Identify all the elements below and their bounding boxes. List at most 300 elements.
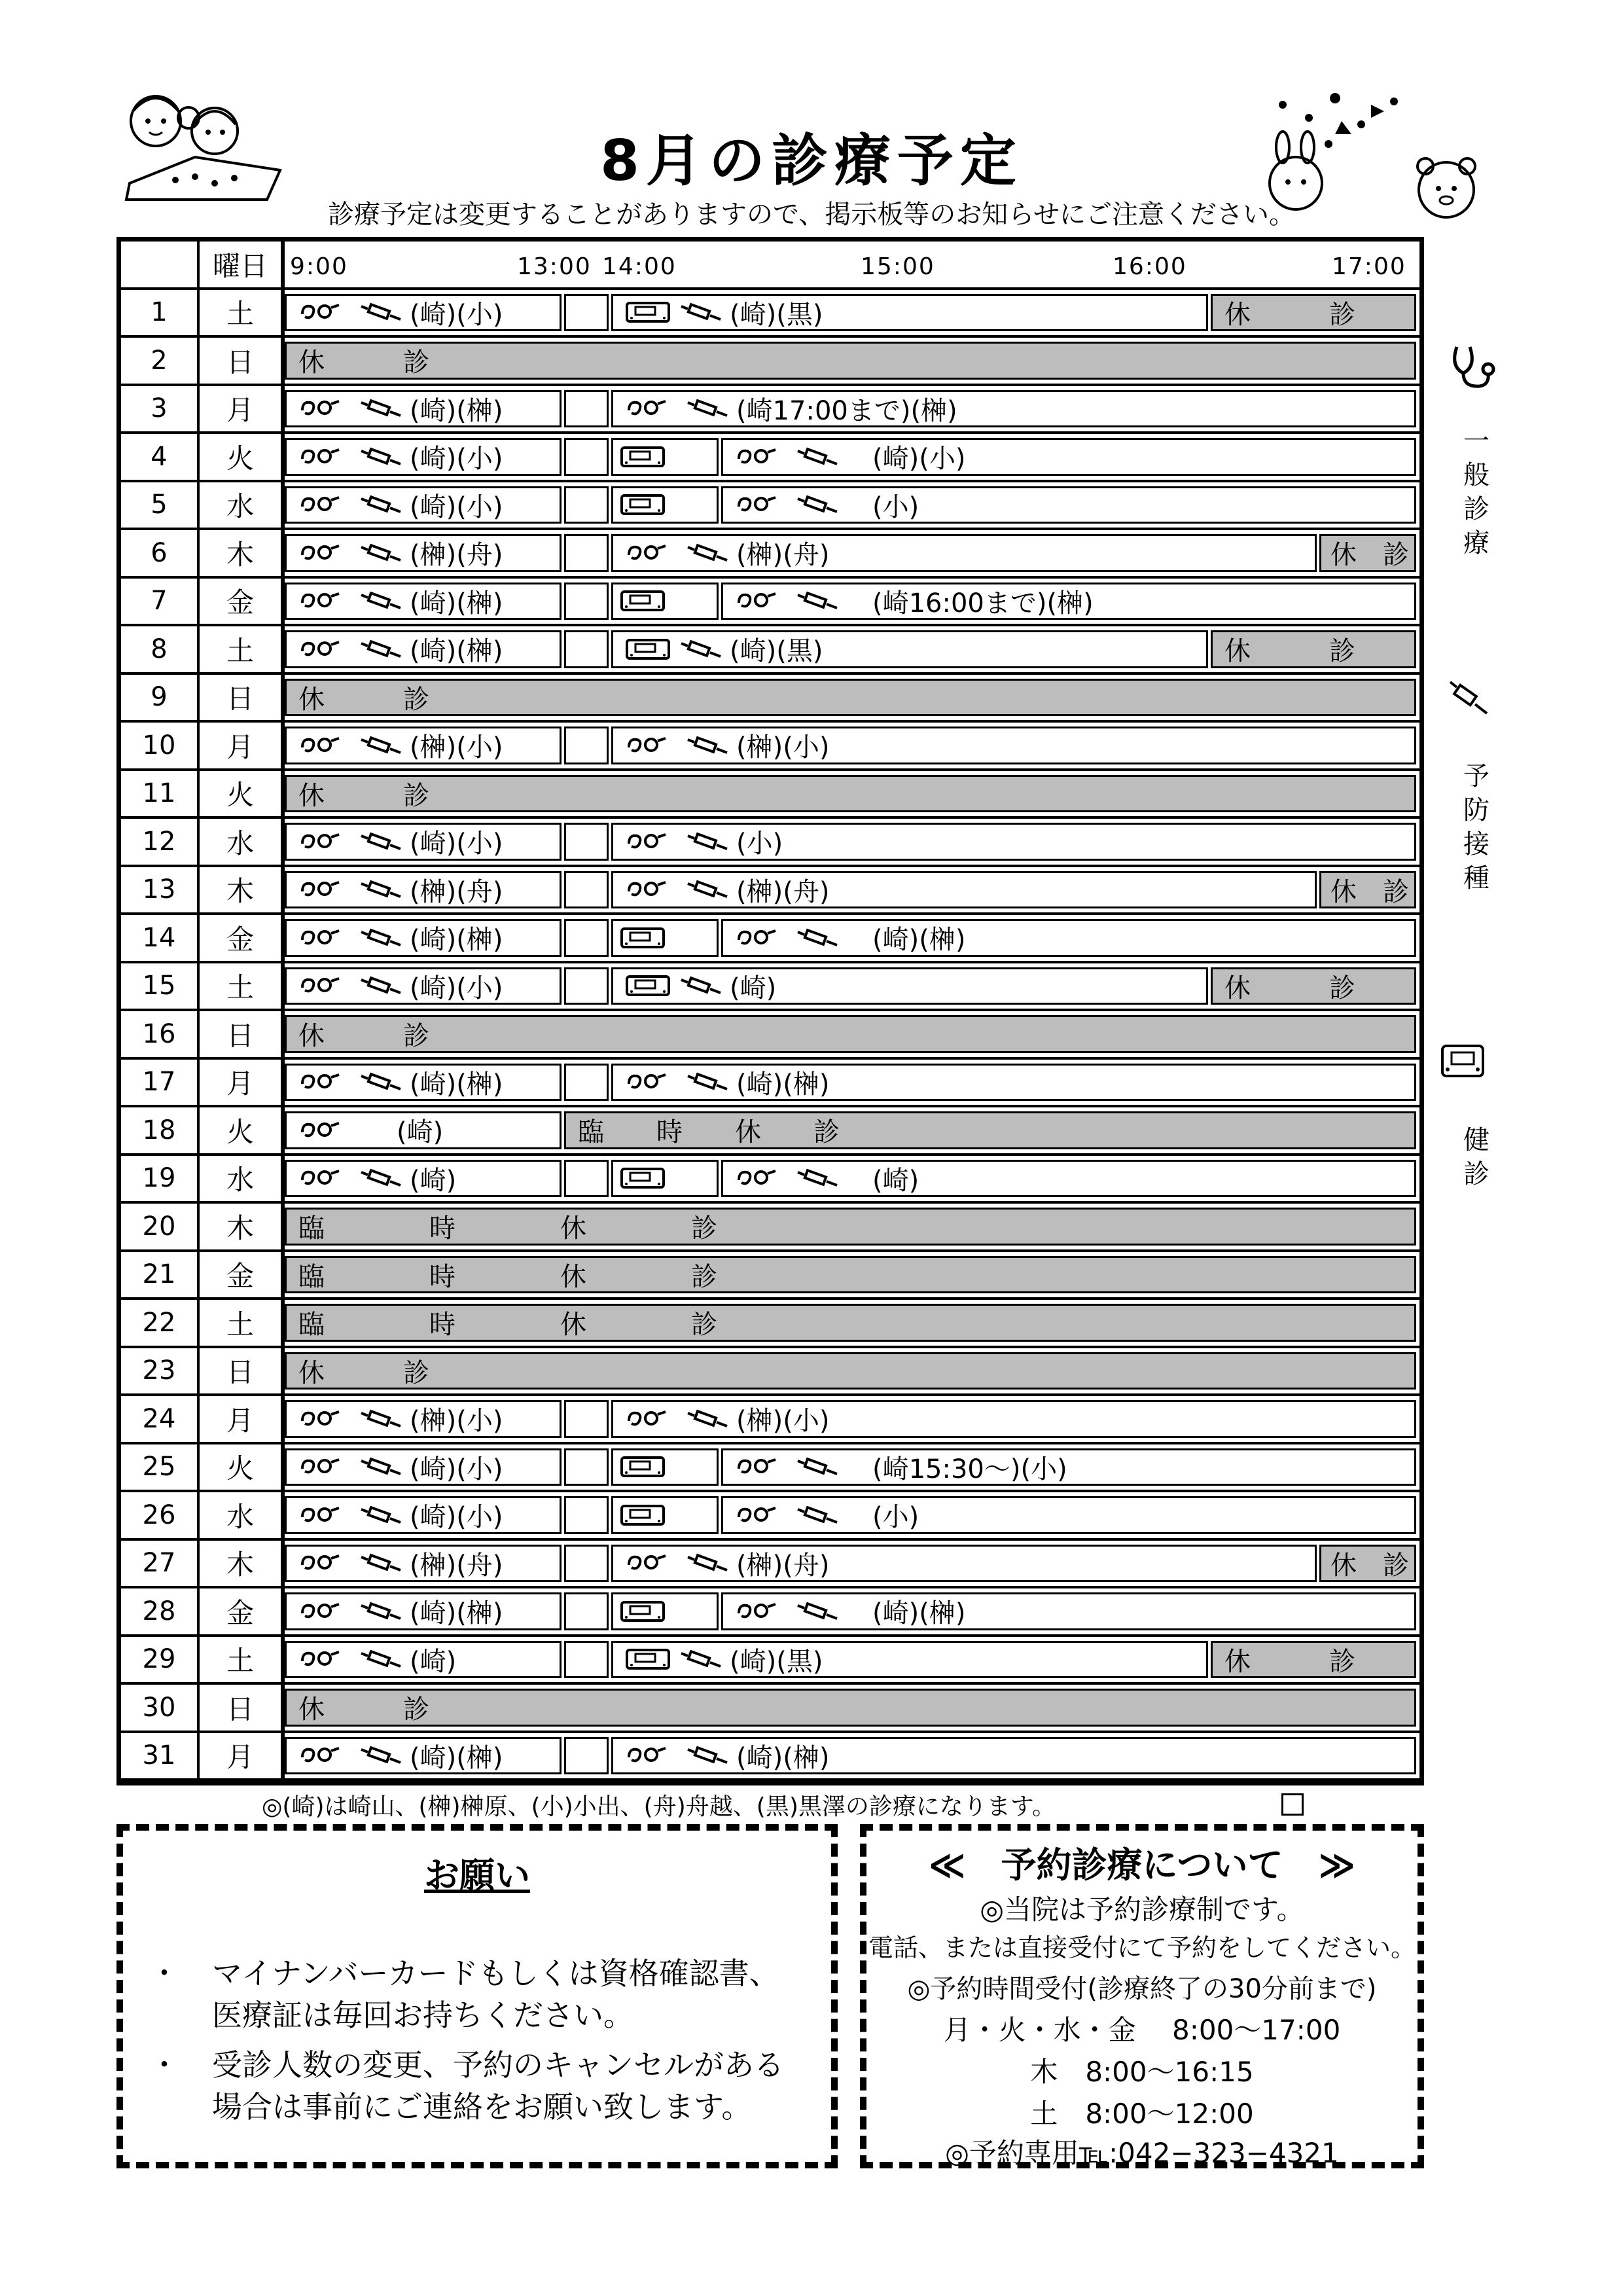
weekday: 水 [200, 819, 285, 867]
checkup-segment [611, 630, 1208, 668]
morning-segment [285, 1496, 562, 1534]
schedule-cell [285, 1204, 1419, 1252]
syringe-icon [357, 976, 403, 996]
weekday: 月 [200, 1733, 285, 1782]
syringe-icon [357, 1505, 403, 1525]
weekday: 火 [200, 771, 285, 819]
doctor-label: (崎)(榊) [410, 1742, 503, 1773]
lunch-break [564, 1737, 609, 1775]
day-number: 18 [121, 1107, 200, 1156]
afternoon-segment [721, 1496, 1416, 1534]
schedule-cell [285, 1396, 1419, 1444]
day-number: 27 [121, 1541, 200, 1589]
stethoscope-icon [298, 1552, 351, 1574]
morning-segment [285, 583, 562, 620]
syringe-icon [357, 639, 403, 659]
morning-segment [285, 534, 562, 572]
closed-segment [285, 679, 1416, 717]
day-number: 2 [121, 338, 200, 386]
table-row [121, 1588, 1419, 1637]
checkup-segment [611, 967, 1208, 1005]
day-number: 13 [121, 867, 200, 916]
day-number: 9 [121, 675, 200, 723]
doctor-label: (小) [872, 1502, 919, 1533]
closed-segment [285, 1689, 1416, 1727]
doctor-label: (榊)(舟) [736, 876, 830, 907]
morning-segment [285, 1737, 562, 1775]
stethoscope-icon [298, 542, 351, 564]
table-row [121, 1541, 1419, 1589]
closed-segment [285, 1015, 1416, 1053]
day-number: 4 [121, 434, 200, 482]
syringe-icon [357, 302, 403, 322]
checkup-segment [611, 1496, 719, 1534]
morning-segment [285, 967, 562, 1005]
day-number: 23 [121, 1348, 200, 1397]
doctor-label: (崎)(小) [410, 299, 503, 330]
checkup-device-icon [625, 975, 671, 997]
day-header [121, 242, 200, 290]
time-label: 14:00 [602, 253, 677, 280]
schedule-cell [285, 1252, 1419, 1300]
lunch-break [564, 967, 609, 1005]
schedule-cell [285, 386, 1419, 435]
table-row [121, 1733, 1419, 1782]
closed-label: 休 診 [298, 684, 429, 715]
time-label: 15:00 [861, 253, 935, 280]
checkup-segment [611, 294, 1208, 332]
table-row [121, 915, 1419, 963]
schedule-cell [285, 723, 1419, 771]
doctor-note: ◎(崎)は崎山、(榊)榊原、(小)小出、(舟)舟越、(黒)黒澤の診療になります。 [262, 1793, 1056, 1820]
reservation-hours: 木 8:00〜16:15 [1030, 2056, 1254, 2088]
schedule-cell [285, 1444, 1419, 1493]
stethoscope-icon [735, 1600, 787, 1623]
legend-general-label: 一般診療 [1463, 426, 1489, 558]
table-row [121, 1685, 1419, 1733]
lunch-break [564, 1064, 609, 1102]
syringe-icon [357, 591, 403, 611]
schedule-cell [285, 819, 1419, 867]
stethoscope-icon [298, 878, 351, 901]
morning-segment [285, 871, 562, 909]
weekday: 火 [200, 1107, 285, 1156]
stethoscope-icon [625, 878, 677, 901]
reservation-hours: 土 8:00〜12:00 [1030, 2098, 1254, 2130]
doctor-label: (崎)(小) [410, 1454, 503, 1484]
syringe-icon [357, 1457, 403, 1477]
legend-checkup [1437, 1123, 1516, 1191]
reservation-box [860, 1824, 1424, 2168]
schedule-cell [285, 771, 1419, 819]
afternoon-segment [721, 1448, 1416, 1486]
doctor-label: (崎)(小) [872, 444, 966, 475]
day-number: 28 [121, 1588, 200, 1637]
table-header-row [121, 242, 1419, 290]
day-number: 19 [121, 1156, 200, 1204]
page-title: 8月の診療予定 [600, 128, 1023, 194]
schedule-cell [285, 482, 1419, 531]
closed-label: 臨 時 休 診 [298, 1213, 717, 1244]
legend-general [1437, 424, 1516, 560]
schedule-cell [285, 1156, 1419, 1204]
lunch-break [564, 1400, 609, 1438]
syringe-icon [794, 1168, 840, 1188]
syringe-icon [357, 1602, 403, 1621]
reservation-line: ◎予約時間受付(診療終了の30分前まで) [907, 1974, 1377, 2004]
morning-segment [285, 1641, 562, 1679]
closed-segment [1211, 294, 1416, 332]
weekday: 金 [200, 915, 285, 963]
table-row [121, 1156, 1419, 1204]
syringe-icon [677, 976, 723, 996]
stethoscope-icon [625, 831, 677, 853]
syringe-icon [794, 1602, 840, 1621]
doctor-label: (崎)(小) [410, 829, 503, 859]
weekday: 火 [200, 434, 285, 482]
closed-segment [285, 1208, 1416, 1246]
afternoon-segment [611, 1737, 1416, 1775]
closed-label: 休 診 [1330, 540, 1409, 571]
stethoscope-icon [625, 1408, 677, 1430]
table-row [121, 1107, 1419, 1156]
stethoscope-icon [298, 446, 351, 468]
table-row [121, 434, 1419, 482]
syringe-icon [794, 928, 840, 948]
stethoscope-icon [625, 397, 677, 420]
checkup-segment [611, 1448, 719, 1486]
request-bullet-1: ・ [149, 1956, 179, 1991]
time-label: 13:00 [517, 253, 592, 280]
reservation-line: ◎当院は予約診療制です。 [980, 1893, 1304, 1926]
closed-segment [1319, 534, 1416, 572]
table-row [121, 386, 1419, 435]
day-number: 29 [121, 1637, 200, 1685]
morning-segment [285, 1111, 562, 1149]
checkup-device-icon [620, 1504, 666, 1526]
schedule-cell [285, 915, 1419, 963]
stethoscope-icon [298, 493, 351, 516]
weekday: 土 [200, 963, 285, 1012]
morning-segment [285, 630, 562, 668]
weekday: 土 [200, 1637, 285, 1685]
afternoon-segment [611, 390, 1416, 428]
afternoon-segment [721, 1592, 1416, 1630]
reservation-line: 電話、または直接受付にて予約をしてください。 [868, 1933, 1416, 1962]
table-row [121, 1348, 1419, 1397]
table-row [121, 1011, 1419, 1060]
weekday: 木 [200, 1541, 285, 1589]
table-row [121, 1492, 1419, 1541]
weekday: 土 [200, 626, 285, 675]
syringe-icon [684, 880, 730, 899]
schedule-cell [285, 963, 1419, 1012]
table-row [121, 1300, 1419, 1348]
doctor-label: (小) [872, 492, 919, 522]
syringe-icon [357, 736, 403, 755]
checkup-segment [611, 438, 719, 476]
afternoon-segment [611, 1064, 1416, 1102]
weekday: 日 [200, 338, 285, 386]
afternoon-segment [721, 583, 1416, 620]
doctor-label: (崎)(榊) [410, 1069, 503, 1100]
checkup-segment [611, 583, 719, 620]
time-label: 16:00 [1113, 253, 1187, 280]
afternoon-segment [611, 1400, 1416, 1438]
weekday: 日 [200, 1685, 285, 1733]
doctor-label: (榊)(小) [736, 1406, 830, 1437]
doctor-label: (崎)(小) [410, 1502, 503, 1533]
table-row [121, 482, 1419, 531]
stethoscope-icon [735, 446, 787, 468]
syringe-icon [684, 832, 730, 852]
stethoscope-icon [625, 1552, 677, 1574]
schedule-cell [285, 1492, 1419, 1541]
legend-checkup-label: 健診 [1463, 1125, 1489, 1189]
closed-segment [285, 342, 1416, 380]
request-bullet-2: ・ [149, 2047, 179, 2083]
weekday: 日 [200, 1348, 285, 1397]
schedule-cell [285, 675, 1419, 723]
doctor-label: (榊)(小) [736, 732, 830, 763]
morning-segment [285, 1400, 562, 1438]
doctor-label: (崎) [397, 1117, 444, 1148]
syringe-icon [684, 736, 730, 755]
closed-segment [1319, 871, 1416, 909]
checkbox-mark [1281, 1793, 1304, 1816]
syringe-icon [684, 1553, 730, 1573]
closed-label: 休 診 [298, 1357, 429, 1388]
table-row [121, 1444, 1419, 1493]
stethoscope-icon [625, 734, 677, 757]
morning-segment [285, 1448, 562, 1486]
doctor-label: (崎)(黒) [730, 299, 823, 330]
doctor-label: (崎)(小) [410, 492, 503, 522]
day-number: 26 [121, 1492, 200, 1541]
syringe-icon [794, 495, 840, 514]
syringe-icon [1446, 678, 1492, 717]
syringe-icon [357, 832, 403, 852]
closed-label: 休 診 [298, 348, 429, 378]
morning-segment [285, 294, 562, 332]
day-number: 11 [121, 771, 200, 819]
syringe-icon [677, 639, 723, 659]
time-label: 17:00 [1332, 253, 1406, 280]
afternoon-segment [721, 919, 1416, 957]
doctor-label: (榊)(小) [410, 1406, 503, 1437]
syringe-icon [684, 543, 730, 563]
closed-label: 休 診 [1224, 636, 1355, 667]
syringe-icon [684, 1072, 730, 1092]
schedule-cell [285, 626, 1419, 675]
doctor-label: (崎)(黒) [730, 636, 823, 667]
closed-segment [285, 775, 1416, 813]
day-number: 12 [121, 819, 200, 867]
table-row [121, 1396, 1419, 1444]
checkup-segment [611, 1641, 1208, 1679]
schedule-cell [285, 867, 1419, 916]
doctor-label: (崎)(榊) [736, 1742, 830, 1773]
doctor-label: (崎)(黒) [730, 1646, 823, 1677]
weekday: 月 [200, 1396, 285, 1444]
table-row [121, 723, 1419, 771]
closed-label: 休 診 [1330, 876, 1409, 907]
morning-segment [285, 919, 562, 957]
closed-label: 臨 時 休 診 [298, 1261, 717, 1292]
schedule-table [116, 237, 1424, 1785]
day-number: 31 [121, 1733, 200, 1782]
stethoscope-icon [735, 1167, 787, 1189]
doctor-label: (崎)(榊) [410, 588, 503, 619]
stethoscope-icon [298, 1119, 351, 1141]
day-number: 30 [121, 1685, 200, 1733]
syringe-icon [357, 1072, 403, 1092]
syringe-icon [357, 880, 403, 899]
schedule-cell [285, 1107, 1419, 1156]
lunch-break [564, 1496, 609, 1534]
table-row [121, 579, 1419, 627]
stethoscope-icon [298, 1744, 351, 1767]
day-number: 16 [121, 1011, 200, 1060]
request-item-1-line1: マイナンバーカードもしくは資格確認書、 [212, 1956, 779, 1991]
stethoscope-icon [298, 927, 351, 949]
time-header [285, 242, 1419, 290]
table-row [121, 290, 1419, 338]
closed-label: 休 診 [1224, 299, 1355, 330]
doctor-label: (崎15:30〜)(小) [872, 1454, 1067, 1484]
syringe-icon [357, 1746, 403, 1765]
doctor-label: (崎)(榊) [736, 1069, 830, 1100]
syringe-icon [357, 928, 403, 948]
morning-segment [285, 390, 562, 428]
table-row [121, 867, 1419, 916]
doctor-label: (崎) [410, 1646, 457, 1677]
day-number: 17 [121, 1060, 200, 1108]
lunch-break [564, 871, 609, 909]
checkup-segment [611, 919, 719, 957]
stethoscope-icon [298, 1167, 351, 1189]
doctor-label: (崎) [730, 973, 777, 1003]
time-label: 9:00 [290, 253, 348, 280]
request-item-1-line2: 医療証は毎回お持ちください。 [212, 1998, 633, 2033]
lunch-break [564, 919, 609, 957]
schedule-cell [285, 1300, 1419, 1348]
weekday: 木 [200, 530, 285, 579]
afternoon-segment [721, 486, 1416, 524]
page-subtitle: 診療予定は変更することがありますので、掲示板等のお知らせにご注意ください。 [328, 200, 1295, 230]
table-row [121, 771, 1419, 819]
lunch-break [564, 1545, 609, 1583]
stethoscope-icon [625, 542, 677, 564]
doctor-label: (榊)(小) [410, 732, 503, 763]
day-number: 22 [121, 1300, 200, 1348]
doctor-label: (崎16:00まで)(榊) [872, 588, 1094, 619]
doctor-label: (榊)(舟) [410, 876, 503, 907]
weekday: 日 [200, 675, 285, 723]
stethoscope-icon [298, 397, 351, 420]
day-number: 7 [121, 579, 200, 627]
checkup-device-icon [625, 1648, 671, 1670]
syringe-icon [357, 1409, 403, 1429]
table-row [121, 530, 1419, 579]
schedule-cell [285, 530, 1419, 579]
syringe-icon [794, 447, 840, 467]
stethoscope-icon [298, 1600, 351, 1623]
reservation-hours: 月・火・水・金 8:00〜17:00 [943, 2014, 1341, 2046]
closed-segment [1211, 967, 1416, 1005]
lunch-break [564, 726, 609, 764]
doctor-label: (崎)(榊) [410, 925, 503, 956]
weekday-header: 曜日 [200, 242, 285, 290]
stethoscope-icon [735, 590, 787, 612]
table-row [121, 1204, 1419, 1252]
weekday: 日 [200, 1011, 285, 1060]
checkup-device-icon [620, 1456, 666, 1478]
checkup-segment [611, 1160, 719, 1198]
morning-segment [285, 1545, 562, 1583]
closed-segment [285, 1256, 1416, 1294]
checkup-segment [611, 486, 719, 524]
checkup-device-icon [620, 446, 666, 468]
stethoscope-icon [298, 301, 351, 323]
stethoscope-icon [735, 1504, 787, 1526]
syringe-icon [684, 1746, 730, 1765]
syringe-icon [357, 1168, 403, 1188]
weekday: 火 [200, 1444, 285, 1493]
day-number: 5 [121, 482, 200, 531]
afternoon-segment [611, 1545, 1317, 1583]
afternoon-segment [611, 823, 1416, 861]
schedule-cell [285, 434, 1419, 482]
day-number: 24 [121, 1396, 200, 1444]
checkup-segment [611, 1592, 719, 1630]
doctor-label: (崎)(小) [410, 973, 503, 1003]
schedule-cell [285, 1060, 1419, 1108]
closed-segment [1211, 630, 1416, 668]
weekday: 木 [200, 867, 285, 916]
syringe-icon [357, 447, 403, 467]
morning-segment [285, 1064, 562, 1102]
closed-label: 臨 時 休 診 [298, 1310, 717, 1340]
lunch-break [564, 438, 609, 476]
doctor-label: (崎)(榊) [872, 1598, 966, 1629]
stethoscope-icon [298, 638, 351, 660]
doctor-label: (榊)(舟) [736, 540, 830, 571]
afternoon-segment [721, 1160, 1416, 1198]
syringe-icon [794, 591, 840, 611]
day-number: 14 [121, 915, 200, 963]
stethoscope-icon [298, 734, 351, 757]
stethoscope-icon [735, 493, 787, 516]
checkup-device-icon [620, 927, 666, 949]
day-number: 8 [121, 626, 200, 675]
weekday: 土 [200, 1300, 285, 1348]
day-number: 15 [121, 963, 200, 1012]
request-title: お願い [424, 1855, 530, 1896]
day-number: 10 [121, 723, 200, 771]
weekday: 月 [200, 723, 285, 771]
weekday: 金 [200, 1252, 285, 1300]
table-row [121, 1252, 1419, 1300]
closed-segment [1319, 1545, 1416, 1583]
syringe-icon [684, 1409, 730, 1429]
closed-segment [285, 1352, 1416, 1390]
morning-segment [285, 823, 562, 861]
legend-vaccine [1437, 759, 1516, 895]
closed-label: 休 診 [298, 780, 429, 811]
doctor-label: (崎) [410, 1165, 457, 1196]
weekday: 木 [200, 1204, 285, 1252]
